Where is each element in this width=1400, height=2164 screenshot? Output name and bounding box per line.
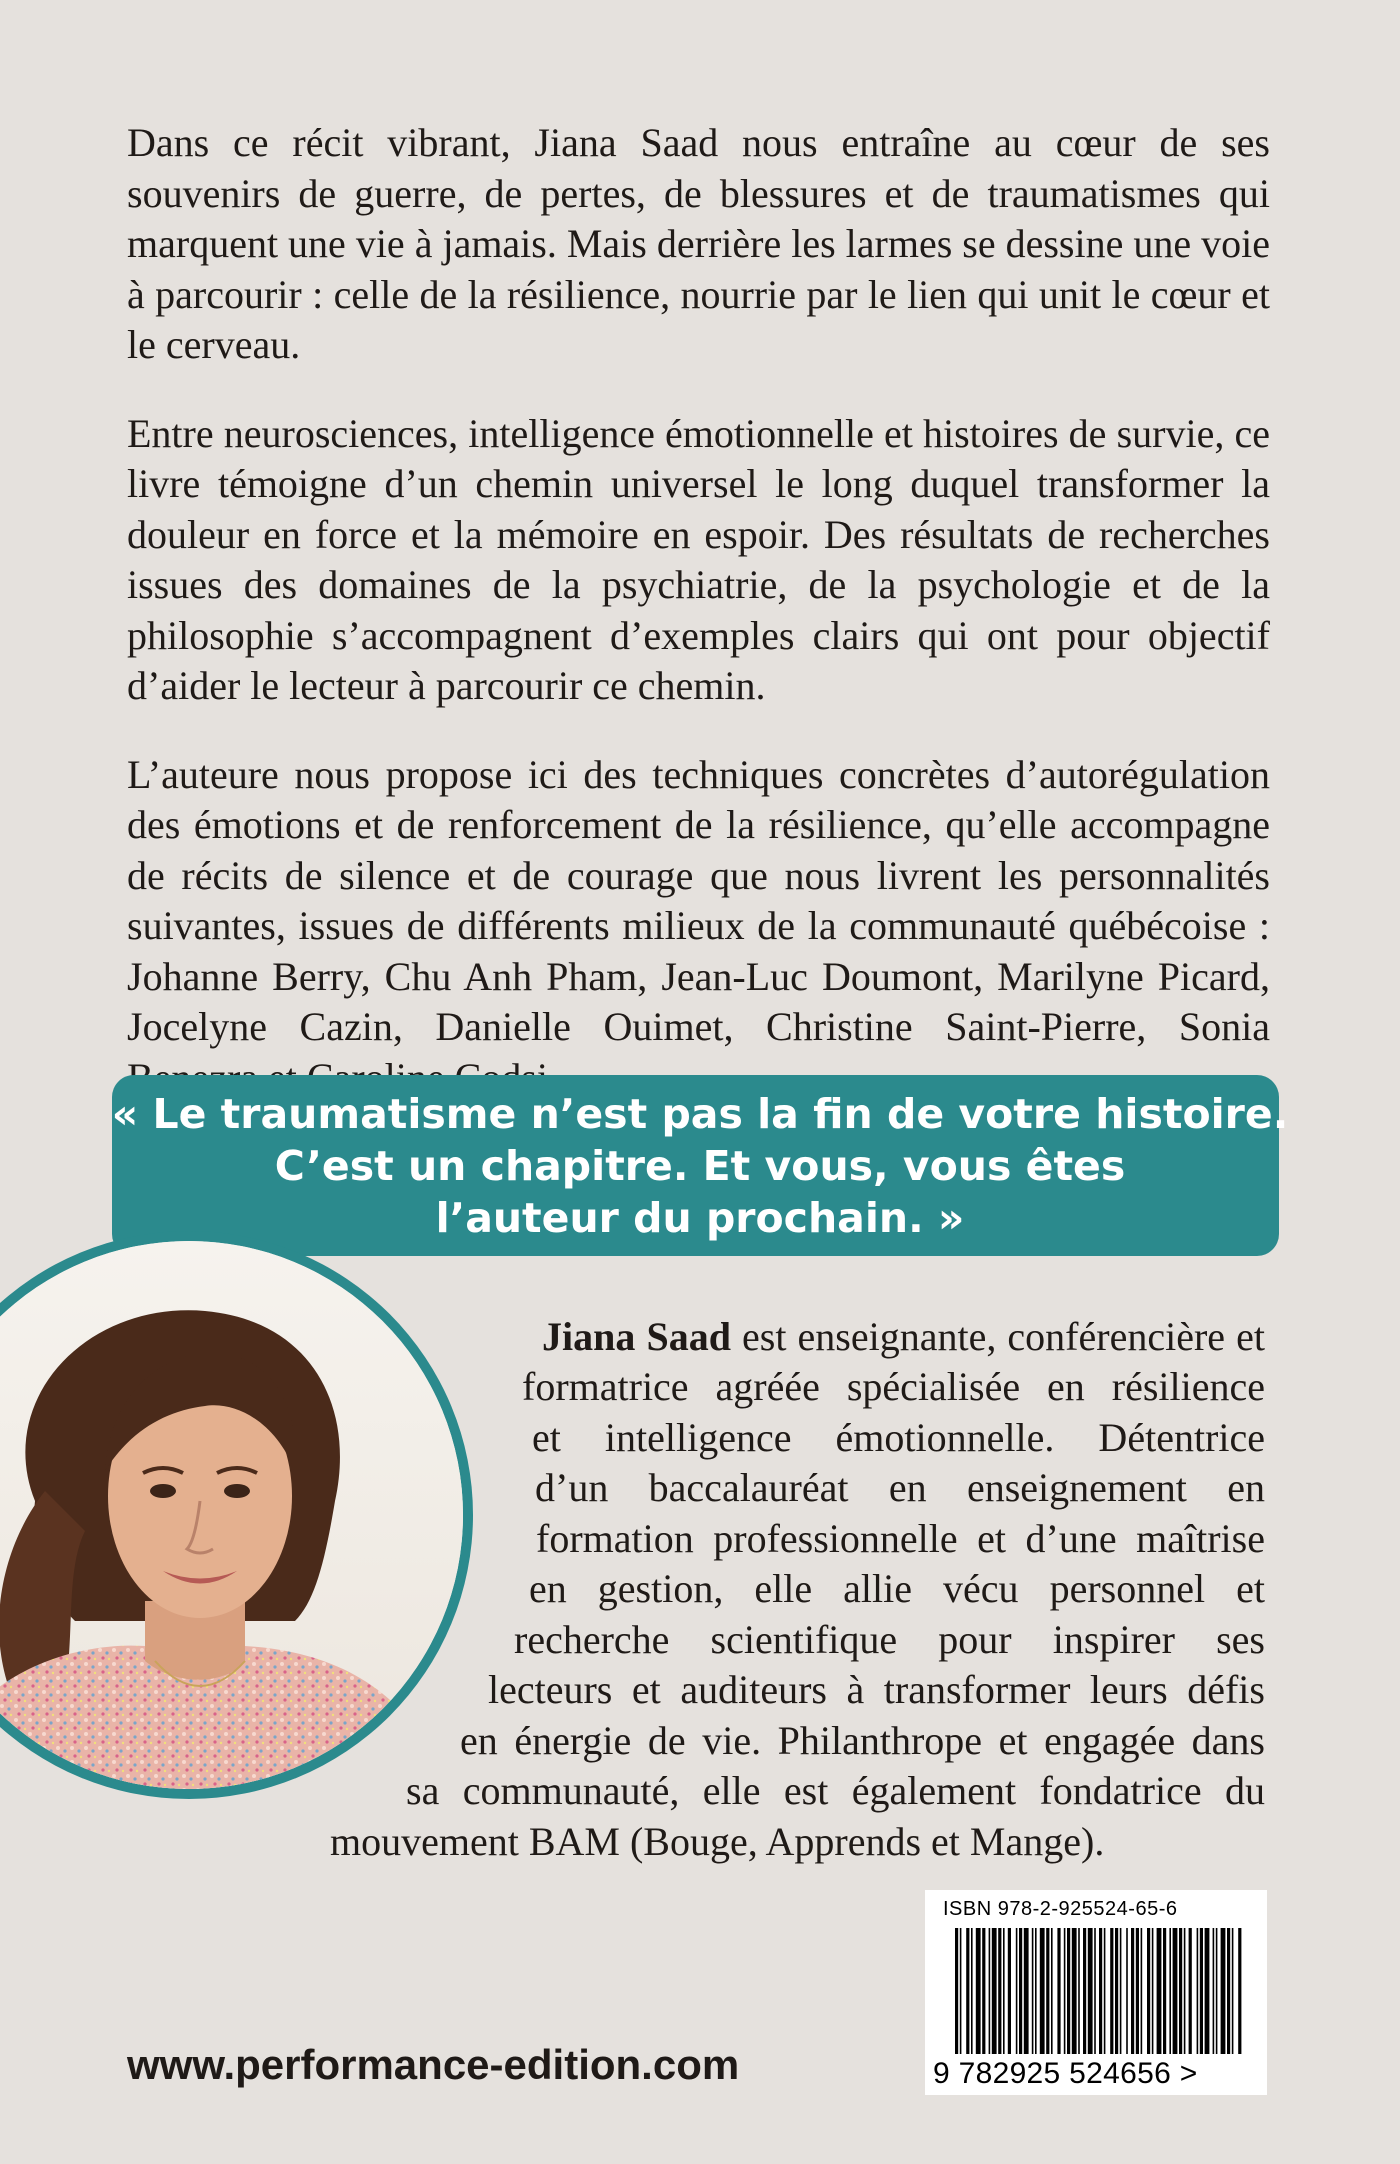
barcode-bar bbox=[1197, 1928, 1199, 2054]
bio-line: en énergie de vie. Philanthrope et engagée dans bbox=[460, 1718, 1265, 1763]
barcode-bar bbox=[1115, 1928, 1118, 2054]
quote-line: C’est un chapitre. Et vous, vous êtes bbox=[274, 1142, 1126, 1190]
barcode-bar bbox=[1120, 1928, 1122, 2054]
barcode-bar bbox=[1024, 1928, 1029, 2054]
bio-line: mouvement BAM (Bouge, Apprends et Mange). bbox=[330, 1819, 1105, 1864]
barcode-bar bbox=[1173, 1928, 1178, 2054]
barcode-bar bbox=[971, 1928, 973, 2054]
publisher-website[interactable]: www.performance-edition.com bbox=[127, 2041, 740, 2088]
barcode-bar bbox=[976, 1928, 981, 2054]
bio-line: Jiana Saad est enseignante, conférencière et bbox=[542, 1314, 1265, 1359]
author-name: Jiana Saad bbox=[542, 1314, 731, 1359]
bio-line: formation professionnelle et d’une maîtrise bbox=[536, 1516, 1265, 1561]
barcode-bar bbox=[1110, 1928, 1113, 2054]
barcode-bar bbox=[1221, 1928, 1226, 2054]
description-paragraph-2: Entre neurosciences, intelligence émotionnelle et histoires de survie, ce livre témoigne d’un chemin universel le long duquel transformer la douleur en force et la mémoire en espoir. Des résultats de recherches issues des domaines de la psychiatrie, de la psychologie et de la philosophie s’accompagnent d’exemples clairs qui ont pour objectif d’aider le lecteur à parcourir ce chemin. bbox=[127, 410, 1270, 708]
barcode-bar bbox=[1099, 1928, 1102, 2054]
barcode-bar bbox=[1067, 1928, 1070, 2054]
isbn-barcode bbox=[925, 1890, 1267, 2095]
bio-line: d’un baccalauréat en enseignement en bbox=[535, 1465, 1265, 1510]
barcode-bar bbox=[1169, 1928, 1171, 2054]
barcode-bar bbox=[982, 1928, 985, 2054]
barcode-bar bbox=[1051, 1928, 1053, 2054]
barcode-bar bbox=[1216, 1928, 1218, 2054]
barcode-bar bbox=[1184, 1928, 1186, 2054]
quote-line: « Le traumatisme n’est pas la fin de votre histoire. bbox=[111, 1090, 1289, 1138]
barcode-bar bbox=[1227, 1928, 1230, 2054]
barcode-bar bbox=[989, 1928, 991, 2054]
ean-digits: 9 782925 524656 > bbox=[933, 2057, 1198, 2090]
author-portrait-illustration bbox=[0, 1241, 463, 1789]
barcode-bar bbox=[1163, 1928, 1166, 2054]
bio-line: recherche scientifique pour inspirer ses bbox=[514, 1617, 1265, 1662]
bio-line: lecteurs et auditeurs à transformer leurs défis bbox=[488, 1667, 1265, 1712]
barcode-bar bbox=[1104, 1928, 1106, 2054]
barcode-bar bbox=[1179, 1928, 1182, 2054]
barcode-bar bbox=[1078, 1928, 1080, 2054]
author-photo-frame bbox=[0, 1231, 473, 1799]
barcode-bar bbox=[1213, 1928, 1215, 2054]
barcode-bar bbox=[1032, 1928, 1034, 2054]
barcode-bar bbox=[1088, 1928, 1093, 2054]
bio-line: en gestion, elle allie vécu personnel et bbox=[529, 1566, 1265, 1611]
barcode-bar bbox=[1094, 1928, 1096, 2054]
barcode-bar bbox=[1126, 1928, 1128, 2054]
barcode-bar bbox=[1003, 1928, 1005, 2054]
barcode-bar bbox=[1189, 1928, 1192, 2054]
barcode-bar bbox=[1141, 1928, 1143, 2054]
barcode-bar bbox=[1008, 1928, 1011, 2054]
barcode-bar bbox=[1131, 1928, 1134, 2054]
barcode-bar bbox=[1152, 1928, 1154, 2054]
barcode-bar bbox=[1136, 1928, 1139, 2054]
bio-line: formatrice agréée spécialisée en résilience bbox=[522, 1364, 1265, 1409]
quote-text bbox=[0, 1088, 1400, 1244]
barcode-bar bbox=[1238, 1928, 1241, 2054]
barcode-bar bbox=[1019, 1928, 1022, 2054]
author-photo bbox=[0, 1241, 463, 1789]
barcode-bar bbox=[998, 1928, 1001, 2054]
barcode-bar bbox=[1016, 1928, 1018, 2054]
barcode-bar bbox=[1040, 1928, 1045, 2054]
quote-line: l’auteur du prochain. » bbox=[435, 1194, 965, 1242]
isbn-label: ISBN 978-2-925524-65-6 bbox=[943, 1898, 1178, 1920]
barcode-bar bbox=[1046, 1928, 1049, 2054]
bio-line: et intelligence émotionnelle. Détentrice bbox=[532, 1415, 1265, 1460]
bio-line: sa communauté, elle est également fondatrice du bbox=[406, 1768, 1265, 1813]
barcode-bar bbox=[955, 1928, 958, 2054]
barcode-bar bbox=[960, 1928, 962, 2054]
barcode-bar bbox=[1057, 1928, 1060, 2054]
barcode-bar bbox=[966, 1928, 969, 2054]
barcode-bar bbox=[992, 1928, 997, 2054]
description-paragraph-1: Dans ce récit vibrant, Jiana Saad nous entraîne au cœur de ses souvenirs de guerre, de pertes, de blessures et de traumatismes qui marquent une vie à jamais. Mais derrière les larmes se dessine une voie à parcourir : celle de la résilience, nourrie par le lien qui unit le cœur et le cerveau. bbox=[127, 120, 1270, 367]
barcode-bar bbox=[1035, 1928, 1037, 2054]
barcode-bar bbox=[1157, 1928, 1162, 2054]
barcode-bar bbox=[1232, 1928, 1234, 2054]
description-paragraph-3: L’auteure nous propose ici des techniques concrètes d’autorégulation des émotions et de renforcement de la résilience, qu’elle accompagne de récits de silence et de courage que nous livrent les personnalités suivantes, issues de différents milieux de la communauté québécoise : Johanne Berry, Chu Anh Pham, Jean-Luc Doumont, Marilyne Picard, Jocelyne Cazin, Danielle Ouimet, Christine Saint-Pierre, Sonia bbox=[127, 751, 1270, 1049]
barcode-bar bbox=[1072, 1928, 1077, 2054]
barcode-bar bbox=[1064, 1928, 1066, 2054]
barcode-bar bbox=[1147, 1928, 1150, 2054]
barcode-bar bbox=[1205, 1928, 1210, 2054]
barcode-bar bbox=[1083, 1928, 1086, 2054]
barcode-bar bbox=[1200, 1928, 1203, 2054]
description bbox=[127, 118, 1270, 1141]
